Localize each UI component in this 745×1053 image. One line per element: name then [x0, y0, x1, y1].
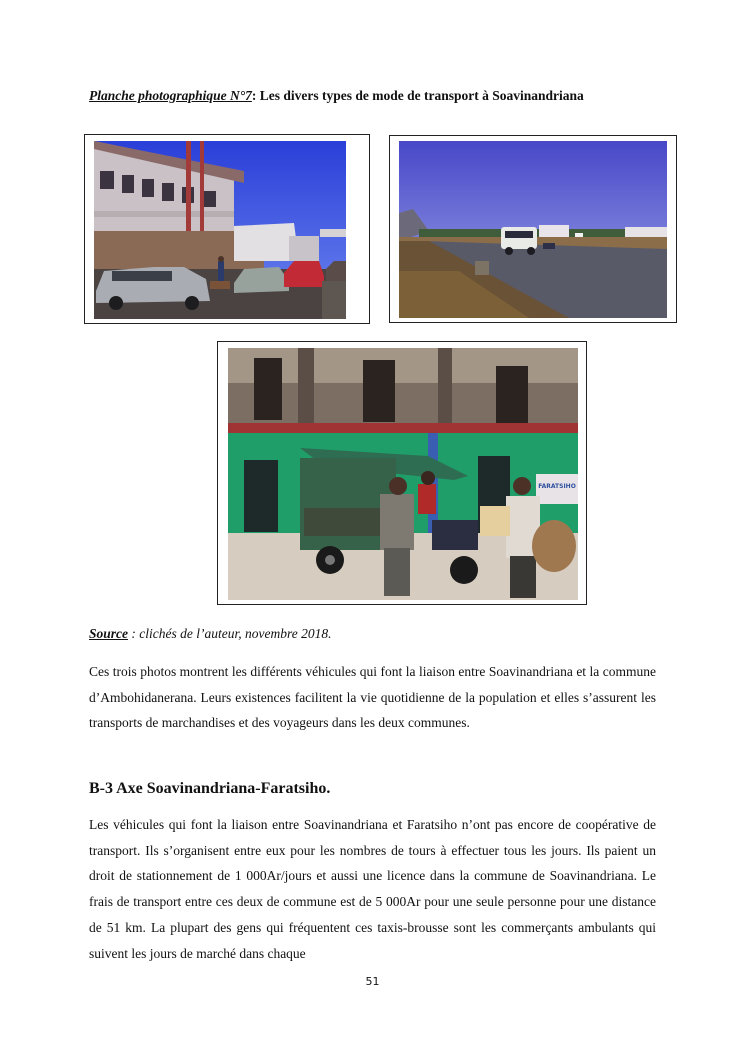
photo-street-cars-image [94, 141, 346, 319]
photo-road-minibus [389, 135, 677, 323]
photo-road-minibus-image [399, 141, 667, 318]
shop-sign: FARATSIHO [538, 483, 576, 490]
paragraph-axe-faratsiho: Les véhicules qui font la liaison entre Soavinandriana et Faratsiho n’ont pas encore de coopérative de transport. Ils s’organisent entre eux pour les nombres de tours à effectuer tous les jours. Ils paient un droit de stationnement de 1 000Ar/jours et aussi une licence dans la commune de Soavinandriana. Le frais de transport entre ces deux de commune est de 5 000Ar pour une seule personne pour une distance de 51 km. La plupart des gens qui fréquentent ces taxis-brousse sont les commerçants ambulants qui suivent les jours de marché dans chaque [89, 817, 656, 961]
photo-source [89, 626, 331, 642]
paragraph-photos-description: Ces trois photos montrent les différents véhicules qui font la liaison entre Soavinandriana et la commune d’Ambohidanerana. Leurs existences facilitent la vie quotidienne de la population et elles s’assurent les transports de marchandises et des voyageurs dans les deux communes. [89, 664, 656, 731]
figure-caption [89, 88, 689, 104]
source-text: : clichés de l’auteur, novembre 2018. [128, 626, 332, 641]
section-heading: B-3 Axe Soavinandriana-Faratsiho. [89, 780, 331, 797]
page-number: 51 [365, 975, 380, 988]
figure-caption-text: : Les divers types de mode de transport à Soavinandriana [251, 88, 584, 103]
figure-caption-lead: Planche photographique N°7 [89, 88, 252, 103]
source-label: Source [89, 626, 129, 641]
photo-tricycle [217, 341, 587, 605]
photo-tricycle-image [228, 348, 578, 600]
photo-street-cars [84, 134, 370, 324]
